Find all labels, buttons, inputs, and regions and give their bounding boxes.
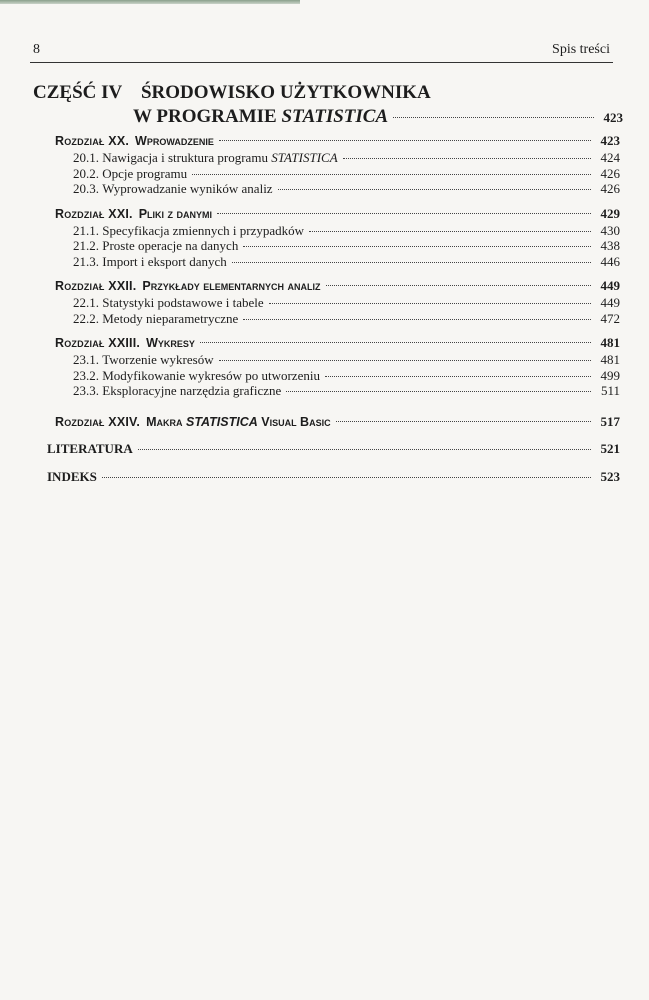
section-entry [30, 223, 620, 239]
section-text: Eksploracyjne narzędzia graficzne [102, 383, 282, 398]
section-page: 424 [600, 150, 620, 165]
part-title-line1: ŚRODOWISKO UŻYTKOWNIKA [140, 82, 431, 103]
section-entry [30, 383, 620, 399]
chapter-entry [30, 132, 620, 150]
literatura-label: LITERATURA [47, 440, 133, 456]
leader-dots [219, 140, 591, 141]
section-number: 23.2. [73, 367, 99, 383]
chapter-title-a: Makra [146, 414, 186, 429]
section-page: 438 [600, 238, 620, 253]
leader-dots [336, 421, 591, 422]
section-text: Import i eksport danych [102, 253, 227, 269]
header-rule [30, 62, 613, 63]
section-text: Proste operacje na danych [102, 238, 239, 253]
leader-dots [243, 246, 591, 247]
leader-dots [326, 285, 592, 286]
section-number: 23.1. [73, 352, 99, 367]
part-label: CZĘŚĆ IV [33, 82, 123, 103]
chapter-page: 429 [600, 205, 620, 221]
section-number: 21.3. [73, 253, 99, 269]
section-page: 481 [600, 352, 620, 367]
leader-dots [192, 174, 591, 175]
part-heading-line1 [33, 81, 623, 105]
leader-dots [393, 117, 594, 118]
section-page: 449 [600, 295, 620, 310]
section-entry [30, 295, 620, 311]
indeks-entry [30, 468, 620, 486]
chapter-page: 423 [600, 133, 620, 148]
chapter-label: Rozdział XXII. [55, 279, 137, 293]
chapter-title: Wykresy [146, 336, 195, 350]
part-page: 423 [603, 110, 623, 125]
section-number: 20.2. [73, 165, 99, 181]
chapter-entry [30, 205, 620, 223]
section-entry [30, 238, 620, 254]
section-page: 426 [600, 181, 620, 196]
chapter-title: Wprowadzenie [135, 134, 214, 148]
section-text: Metody nieparametryczne [102, 310, 239, 326]
section-entry [30, 181, 620, 197]
section-page: 426 [600, 165, 620, 181]
section-entry [30, 150, 620, 166]
section-number: 23.3. [73, 383, 99, 398]
part-title-prefix: W PROGRAMIE [133, 106, 282, 127]
literatura-page: 521 [600, 440, 620, 456]
chapter-title-b: Visual Basic [257, 414, 331, 429]
chapter-label: Rozdział XXI. [55, 206, 133, 221]
chapter-label: Rozdział XXIV. [55, 414, 141, 429]
part-title-italic: STATISTICA [281, 106, 389, 127]
section-page: 430 [600, 222, 620, 238]
indeks-label: INDEKS [47, 468, 97, 484]
leader-dots [269, 303, 591, 304]
leader-dots [286, 391, 591, 392]
chapter-entry [30, 413, 620, 431]
section-number: 22.2. [73, 310, 99, 326]
leader-dots [138, 449, 591, 450]
section-text: Wyprowadzanie wyników analiz [102, 181, 273, 196]
leader-dots [325, 376, 591, 377]
section-entry [30, 311, 620, 327]
section-text: Opcje programu [102, 165, 188, 181]
chapter-title: Przykłady elementarnych analiz [142, 279, 321, 293]
section-text: Statystyki podstawowe i tabele [102, 295, 264, 310]
section-page: 446 [600, 253, 620, 269]
part-heading [33, 81, 623, 130]
leader-dots [217, 213, 591, 214]
section-number: 22.1. [73, 295, 99, 310]
chapter-page: 449 [600, 278, 620, 293]
section-italic: STATISTICA [271, 150, 338, 165]
section-text: Specyfikacja zmiennych i przypadków [102, 222, 305, 238]
section-entry [30, 254, 620, 270]
chapter-label: Rozdział XX. [55, 134, 130, 148]
section-entry [30, 352, 620, 368]
leader-dots [102, 477, 591, 478]
leader-dots [200, 342, 591, 343]
section-entry [30, 368, 620, 384]
part-heading-line2 [33, 105, 623, 130]
section-text: Modyfikowanie wykresów po utworzeniu [102, 367, 320, 383]
section-page: 472 [600, 310, 620, 326]
literatura-entry [30, 440, 620, 458]
chapter-page: 517 [600, 413, 620, 429]
section-number: 20.1. [73, 150, 99, 165]
section-number: 20.3. [73, 181, 99, 196]
document-page [30, 0, 630, 1000]
indeks-page: 523 [600, 468, 620, 484]
section-page: 511 [600, 383, 620, 398]
leader-dots [309, 231, 591, 232]
leader-dots [278, 189, 591, 190]
leader-dots [343, 158, 591, 159]
leader-dots [219, 360, 591, 361]
section-text: Nawigacja i struktura programu [102, 150, 272, 165]
leader-dots [243, 319, 591, 320]
section-entry [30, 166, 620, 182]
section-page: 499 [600, 367, 620, 383]
section-number: 21.1. [73, 222, 99, 238]
section-text: Tworzenie wykresów [102, 352, 214, 367]
page-header [33, 42, 610, 62]
chapter-page: 481 [600, 335, 620, 350]
chapter-label: Rozdział XXIII. [55, 336, 141, 350]
chapter-title-italic: STATISTICA [186, 414, 258, 429]
chapter-entry [30, 334, 620, 352]
page-number: 8 [33, 42, 40, 57]
leader-dots [232, 262, 591, 263]
chapter-title: Pliki z danymi [138, 206, 212, 221]
section-number: 21.2. [73, 238, 99, 253]
toc-entries [30, 132, 620, 486]
chapter-entry [30, 277, 620, 295]
running-title: Spis treści [552, 42, 610, 57]
